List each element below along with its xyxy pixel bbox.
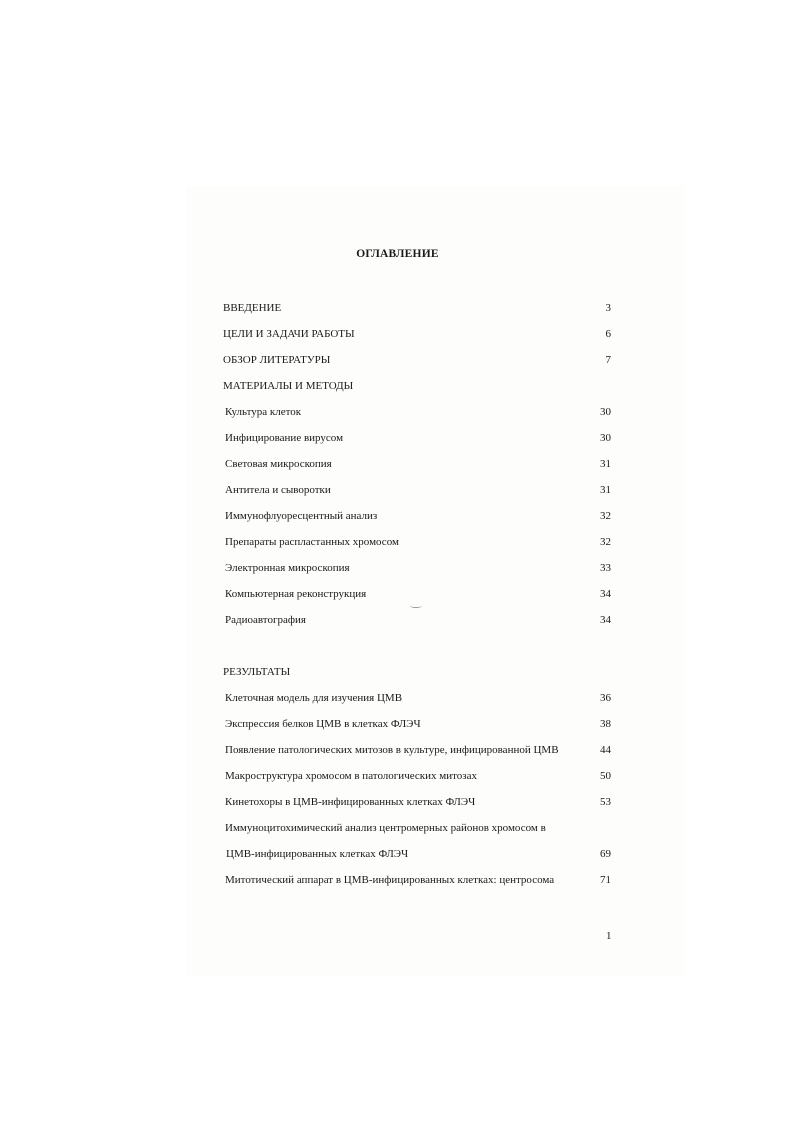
toc-page-method: 33 <box>600 562 611 574</box>
toc-entry-method: Препараты распластанных хромосом <box>225 536 399 548</box>
toc-entry-result: Клеточная модель для изучения ЦМВ <box>225 692 403 704</box>
toc-entry-result: Иммуноцитохимический анализ центромерных районов хромосом в <box>225 822 546 834</box>
toc-page-literature-review: 7 <box>605 354 611 366</box>
toc-page-method: 30 <box>600 406 611 418</box>
toc-entry-method: Иммунофлуоресцентный анализ <box>225 510 378 522</box>
toc-page-result: 71 <box>600 874 611 886</box>
toc-page-method: 31 <box>600 458 611 470</box>
scan-speck <box>410 604 422 608</box>
toc-page-result: 44 <box>600 744 611 756</box>
toc-entry-method: Электронная микроскопия <box>225 562 350 574</box>
toc-page-method: 34 <box>600 588 611 600</box>
toc-page-method: 31 <box>600 484 611 496</box>
toc-entry-goals: ЦЕЛИ И ЗАДАЧИ РАБОТЫ <box>223 328 355 340</box>
toc-entry-method: Антитела и сыворотки <box>225 484 331 496</box>
toc-entry-method: Радиоавтография <box>225 614 306 626</box>
toc-page-method: 30 <box>600 432 611 444</box>
toc-entry-result: Появление патологических митозов в культуре, инфицированной ЦМВ <box>225 744 559 756</box>
toc-entry-introduction: ВВЕДЕНИЕ <box>223 302 282 314</box>
toc-entry-results: РЕЗУЛЬТАТЫ <box>223 666 291 678</box>
toc-page-goals: 6 <box>605 328 611 340</box>
toc-entry-method: Световая микроскопия <box>225 458 332 470</box>
toc-entry-result: Макроструктура хромосом в патологических митозах <box>225 770 477 782</box>
toc-entry-result: Кинетохоры в ЦМВ-инфицированных клетках ФЛЭЧ <box>225 796 476 808</box>
toc-entry-result: Митотический аппарат в ЦМВ-инфицированных клетках: центросома <box>225 874 555 886</box>
toc-entry-literature-review: ОБЗОР ЛИТЕРАТУРЫ <box>223 354 331 366</box>
toc-entry-method: Культура клеток <box>225 406 302 418</box>
toc-page-method: 32 <box>600 510 611 522</box>
toc-page-result: 36 <box>600 692 611 704</box>
page-number: 1 <box>606 930 612 942</box>
toc-page-result: 53 <box>600 796 611 808</box>
toc-page-introduction: 3 <box>605 302 611 314</box>
toc-page-method: 32 <box>600 536 611 548</box>
toc-entry-result-continued: ЦМВ-инфицированных клетках ФЛЭЧ <box>226 848 409 860</box>
toc-page-method: 34 <box>600 614 611 626</box>
toc-heading: ОГЛАВЛЕНИЕ <box>356 248 439 260</box>
toc-page-result: 50 <box>600 770 611 782</box>
toc-page-result: 38 <box>600 718 611 730</box>
toc-entry-method: Компьютерная реконструкция <box>225 588 367 600</box>
toc-entry-method: Инфицирование вирусом <box>225 432 344 444</box>
toc-page-result: 69 <box>600 848 611 860</box>
toc-entry-materials-methods: МАТЕРИАЛЫ И МЕТОДЫ <box>223 380 354 392</box>
toc-entry-result: Экспрессия белков ЦМВ в клетках ФЛЭЧ <box>225 718 421 730</box>
